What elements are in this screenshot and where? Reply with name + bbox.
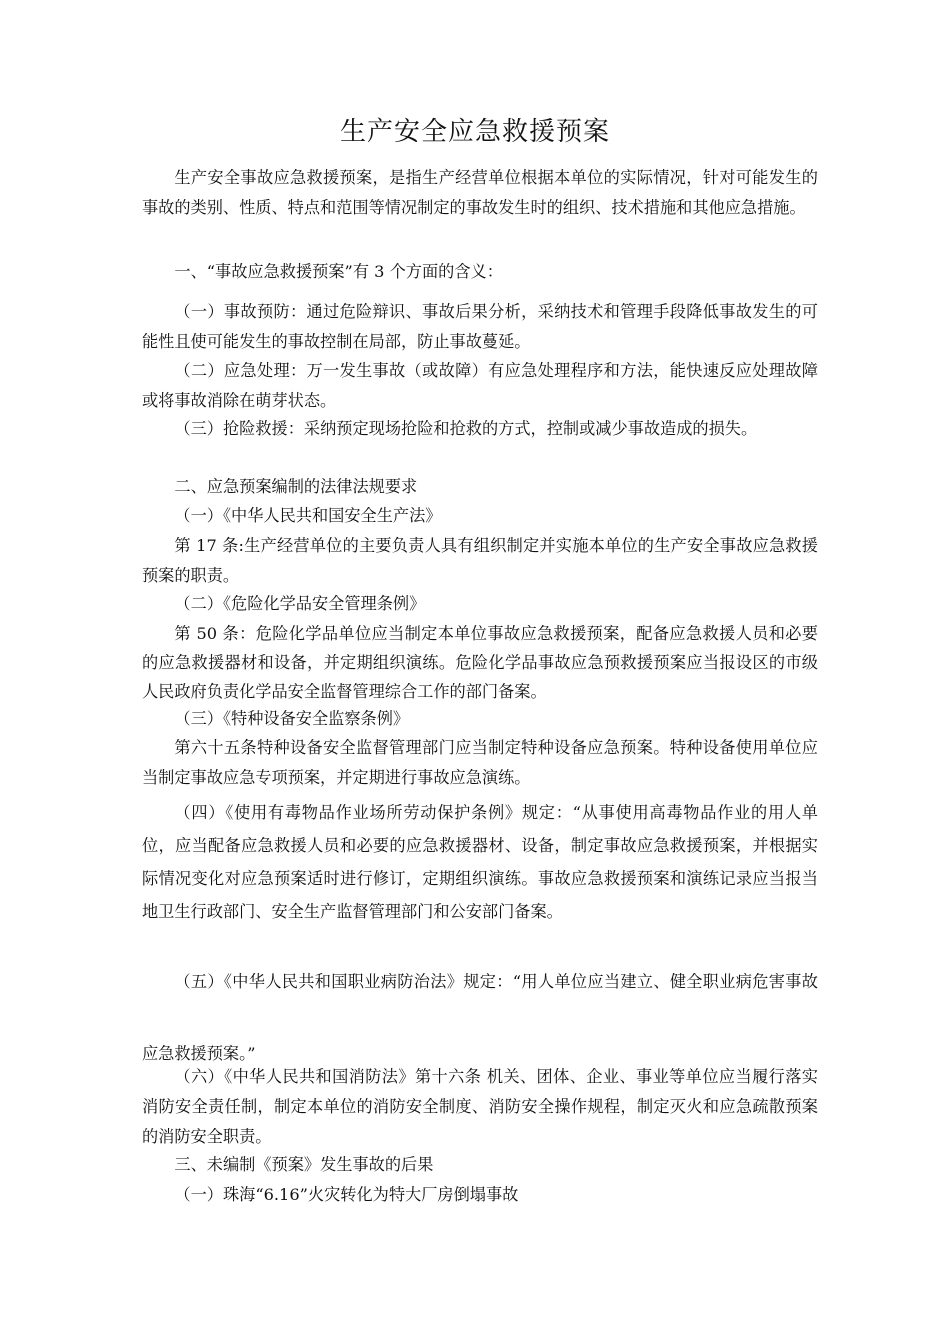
law-4-paragraph: （四）《使用有毒物品作业场所劳动保护条例》规定：“从事使用高毒物品作业的用人单位，应当配备应急救援人员和必要的应急救援器材、设备，制定事故应急救援预案，并根据实际情况变化对应急预案适时进行修订，定期组织演练。事故应急救援预案和演练记录应当报当地卫生行政部门、安全生产监督管理部门和公安部门备案。: [142, 803, 818, 921]
intro-paragraph: 生产安全事故应急救援预案，是指生产经营单位根据本单位的实际情况，针对可能发生的事故的类别、性质、特点和范围等情况制定的事故发生时的组织、技术措施和其他应急措施。: [142, 168, 818, 217]
law-2-article: 第 50 条：危险化学品单位应当制定本单位事故应急救援预案，配备应急救援人员和必要的应急救援器材和设备，并定期组织演练。危险化学品事故应急预救援预案应当报设区的市级人民政府负责化学品安全监督管理综合工作的部门备案。: [142, 624, 818, 701]
law-3-heading: （三）《特种设备安全监察条例》: [174, 709, 410, 728]
section-1-heading: 一、“事故应急救援预案”有 3 个方面的含义：: [174, 262, 503, 281]
law-3-article: 第六十五条特种设备安全监督管理部门应当制定特种设备应急预案。特种设备使用单位应当制定事故应急专项预案，并定期进行事故应急演练。: [142, 738, 818, 787]
law-1-article: 第 17 条:生产经营单位的主要负责人具有组织制定并实施本单位的生产安全事故应急救援预案的职责。: [142, 536, 818, 585]
law-5-paragraph: （五）《中华人民共和国职业病防治法》规定：“用人单位应当建立、健全职业病危害事故应急救援预案。”: [142, 972, 818, 1063]
section-3-heading: 三、未编制《预案》发生事故的后果: [174, 1155, 434, 1174]
section-2-heading: 二、应急预案编制的法律法规要求: [174, 477, 418, 496]
document-title: 生产安全应急救援预案: [339, 117, 610, 147]
case-1-heading: （一）珠海“6.16”火灾转化为特大厂房倒塌事故: [174, 1185, 519, 1204]
law-1-heading: （一）《中华人民共和国安全生产法》: [174, 506, 442, 525]
item-1-1-paragraph: （一）事故预防：通过危险辩识、事故后果分析，采纳技术和管理手段降低事故发生的可能性且使可能发生的事故控制在局部，防止事故蔓延。: [142, 302, 818, 351]
item-1-3-paragraph: （三）抢险救援：采纳预定现场抢险和抢救的方式，控制或减少事故造成的损失。: [174, 419, 758, 438]
law-6-paragraph: （六）《中华人民共和国消防法》第十六条 机关、团体、企业、事业等单位应当履行落实消防安全责任制，制定本单位的消防安全制度、消防安全操作规程，制定灭火和应急疏散预案的消防安全职责。: [142, 1067, 818, 1146]
law-2-heading: （二）《危险化学品安全管理条例》: [174, 594, 426, 613]
item-1-2-paragraph: （二）应急处理：万一发生事故（或故障）有应急处理程序和方法，能快速反应处理故障或将事故消除在萌芽状态。: [142, 361, 818, 410]
